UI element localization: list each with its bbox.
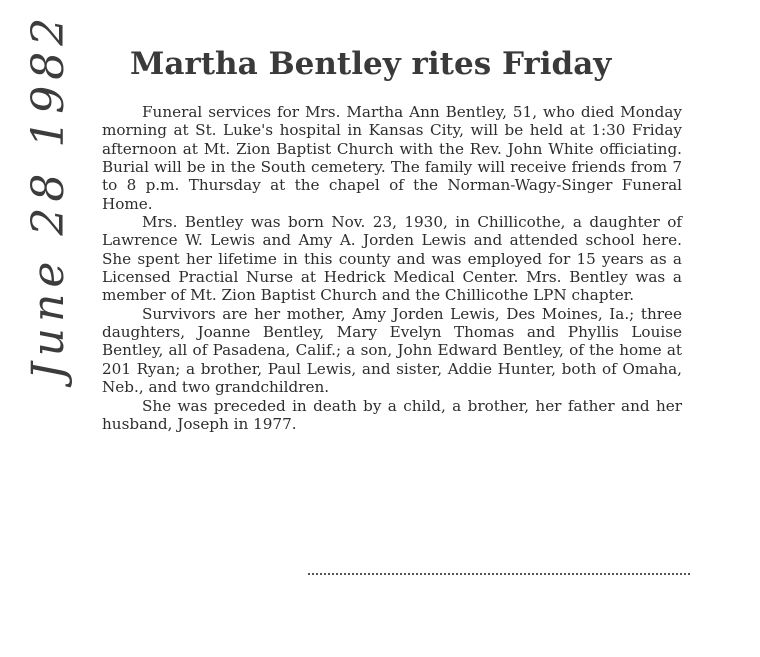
paragraph-biography: Mrs. Bentley was born Nov. 23, 1930, in Chillicothe, a daughter of Lawrence W. Lewis and Amy A. Jorden Lewis and attended school here. She spent her lifetime in this county and was employed for 15 years as a Licensed Practial Nurse at Hedrick Medical Center. Mrs. Bentley was a member of Mt. Zion Baptist Church and the Chillicothe LPN chapter.: [102, 213, 682, 305]
paragraph-survivors: Survivors are her mother, Amy Jorden Lewis, Des Moines, Ia.; three daughters, Joanne Bentley, Mary Evelyn Thomas and Phyllis Louise Bentley, all of Pasadena, Calif.; a son, John Edward Bentley, of the home at 201 Ryan; a brother, Paul Lewis, and sister, Addie Hunter, both of Omaha, Neb., and two grandchildren.: [102, 304, 682, 397]
paragraph-preceded-in-death: She was preceded in death by a child, a brother, her father and her husband, Joseph in 1977.: [102, 396, 682, 433]
paragraph-funeral-services: Funeral services for Mrs. Martha Ann Bentley, 51, who died Monday morning at St. Luke's hospital in Kansas City, will be held at 1:30 Friday afternoon at Mt. Zion Baptist Church with the Rev. John White officiating. Burial will be in the South cemetery. The family will receive friends from 7 to 8 p.m. Thursday at the chapel of the Norman-Wagy-Singer Funeral Home.: [102, 103, 682, 213]
article-body: [102, 103, 682, 433]
bottom-divider: [308, 573, 690, 575]
headline: Martha Bentley rites Friday: [130, 46, 612, 82]
handwritten-date: June 28 1982: [23, 11, 74, 380]
